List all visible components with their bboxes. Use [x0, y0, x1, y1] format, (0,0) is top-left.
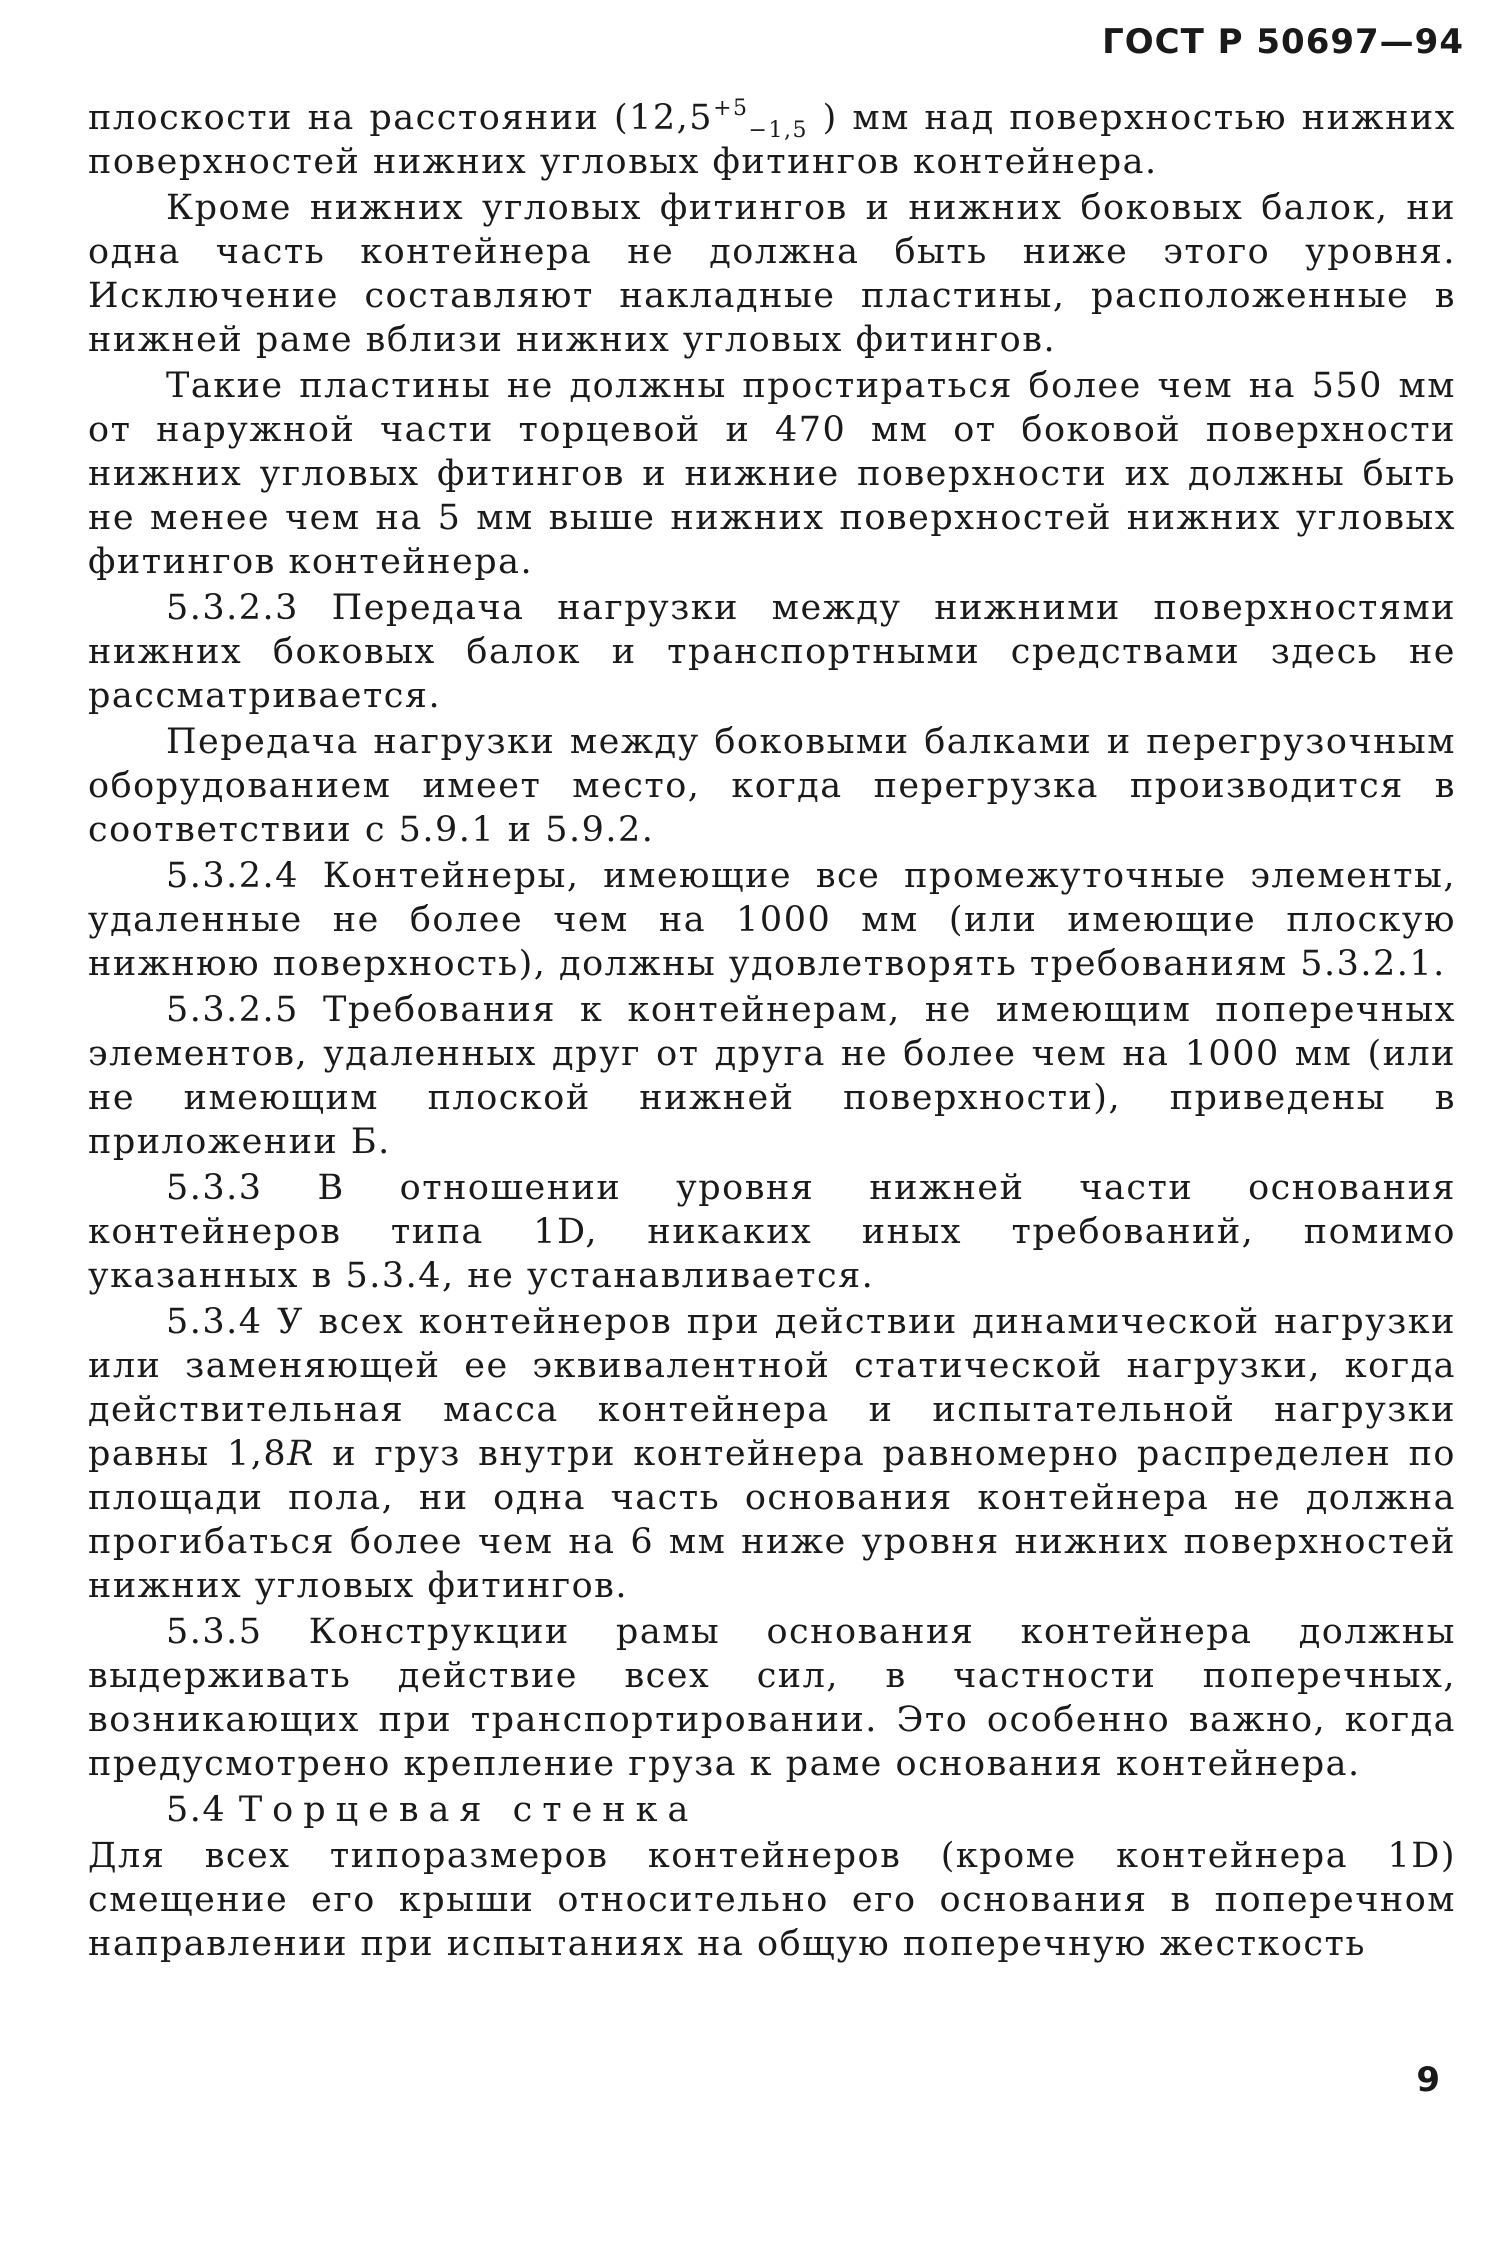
paragraph-continuation: плоскости на расстоянии (12,5+5−1,5 ) мм над поверхностью нижних поверхностей нижних угловых фитингов контейнера.	[88, 96, 1456, 182]
section-heading-5-4	[88, 1788, 1456, 1832]
paragraph: Для всех типоразмеров контейнеров (кроме контейнера 1D) смещение его крыши относительно его основания в поперечном направлении при испытаниях на общую поперечную жесткость	[88, 1836, 1456, 1964]
clause-5-3-2-3: 5.3.2.3 Передача нагрузки между нижними поверхностями нижних боковых балок и транспортными средствами здесь не рассматривается.	[88, 588, 1456, 716]
clause-5-3-2-5: 5.3.2.5 Требования к контейнерам, не имеющим поперечных элементов, удаленных друг от друга не более чем на 1000 мм (или не имеющим плоской нижней поверхности), приведены в приложении Б.	[88, 990, 1456, 1162]
clause-5-3-3: 5.3.3 В отношении уровня нижней части основания контейнеров типа 1D, никаких иных требований, помимо указанных в 5.3.4, не устанавливается.	[88, 1168, 1456, 1296]
clause-5-3-5: 5.3.5 Конструкции рамы основания контейнера должны выдерживать действие всех сил, в частности поперечных, возникающих при транспортировании. Это особенно важно, когда предусмотрено крепление груза к раме основания контейнера.	[88, 1612, 1456, 1784]
paragraph: Передача нагрузки между боковыми балками и перегрузочным оборудованием имеет место, когда перегрузка производится в соответствии с 5.9.1 и 5.9.2.	[88, 722, 1456, 850]
paragraph: Такие пластины не должны простираться более чем на 550 мм от наружной части торцевой и 470 мм от боковой поверхности нижних угловых фитингов и нижние поверхности их должны быть не менее чем на 5 мм выше нижних поверхностей нижних угловых фитингов контейнера.	[88, 366, 1456, 582]
section-title: Торцевая стенка	[238, 1790, 699, 1830]
section-number: 5.4	[166, 1790, 227, 1830]
clause-5-3-4: 5.3.4 У всех контейнеров при действии динамической нагрузки или заменяющей ее эквивалентной статической нагрузки, когда действительная масса контейнера и испытательной нагрузки равны 1,8R и груз внутри контейнера равномерно распределен по площади пола, ни одна часть основания контейнера не должна прогибаться более чем на 6 мм ниже уровня нижних поверхностей нижних угловых фитингов.	[88, 1302, 1456, 1606]
body-text	[88, 96, 1456, 1968]
standard-header: ГОСТ Р 50697—94	[1102, 22, 1464, 62]
clause-5-3-2-4: 5.3.2.4 Контейнеры, имеющие все промежуточные элементы, удаленные не более чем на 1000 мм (или имеющие плоскую нижнюю поверхность), должны удовлетворять требованиям 5.3.2.1.	[88, 856, 1456, 984]
tolerance: +5−1,5	[713, 96, 808, 143]
paragraph: Кроме нижних угловых фитингов и нижних боковых балок, ни одна часть контейнера не должна быть ниже этого уровня. Исключение составляют накладные пластины, расположенные в нижней раме вблизи нижних угловых фитингов.	[88, 188, 1456, 360]
page-number: 9	[1416, 2060, 1440, 2100]
